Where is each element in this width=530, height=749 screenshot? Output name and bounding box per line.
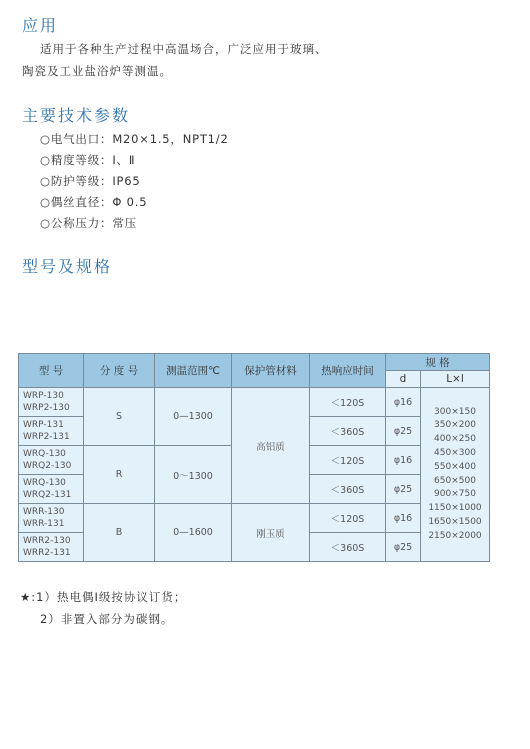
note-line2: 2）非置入部分为碳钢。 bbox=[40, 612, 174, 626]
diameter-cell: φ25 bbox=[386, 417, 421, 446]
range-cell: 0—1300 bbox=[155, 388, 232, 446]
model-cell: WRR2-130 WRR2-131 bbox=[19, 533, 84, 562]
diameter-cell: φ16 bbox=[386, 446, 421, 475]
application-text-line1: 适用于各种生产过程中高温场合，广泛应用于玻璃、 bbox=[40, 42, 328, 56]
header-spec: 规 格 bbox=[386, 354, 490, 371]
diameter-cell: φ25 bbox=[386, 533, 421, 562]
header-grade: 分 度 号 bbox=[84, 354, 155, 388]
dimensions-cell: 300×150 350×200 400×250 450×300 550×400 650×500 900×750 1150×1000 1650×1500 2150×2000 bbox=[421, 388, 490, 562]
param-item: ○公称压力：常压 bbox=[40, 216, 137, 230]
model-cell: WRP-131 WRP2-131 bbox=[19, 417, 84, 446]
param-item: ○精度等级：Ⅰ、Ⅱ bbox=[40, 153, 136, 167]
param-item: ○电气出口：M20×1.5，NPT1/2 bbox=[40, 132, 229, 146]
header-model: 型 号 bbox=[19, 354, 84, 388]
models-title: 型号及规格 bbox=[22, 257, 113, 276]
header-lxl: L×l bbox=[421, 371, 490, 388]
diameter-cell: φ16 bbox=[386, 504, 421, 533]
application-text-line2: 陶瓷及工业盐浴炉等测温。 bbox=[22, 64, 172, 78]
header-range: 测温范围℃ bbox=[155, 354, 232, 388]
model-cell: WRQ-130 WRQ2-131 bbox=[19, 475, 84, 504]
range-cell: 0—1600 bbox=[155, 504, 232, 562]
application-title: 应用 bbox=[22, 16, 59, 35]
response-cell: ＜120S bbox=[310, 446, 386, 475]
material-cell: 高铝质 bbox=[232, 388, 310, 504]
model-cell: WRP-130 WRP2-130 bbox=[19, 388, 84, 417]
range-cell: 0～1300 bbox=[155, 446, 232, 504]
model-cell: WRR-130 WRR-131 bbox=[19, 504, 84, 533]
note-line1: ★:1）热电偶Ⅰ级按协议订货； bbox=[20, 590, 187, 604]
response-cell: ＜360S bbox=[310, 533, 386, 562]
header-d: d bbox=[386, 371, 421, 388]
model-cell: WRQ-130 WRQ2-130 bbox=[19, 446, 84, 475]
grade-cell: R bbox=[84, 446, 155, 504]
params-title: 主要技术参数 bbox=[22, 106, 131, 125]
grade-cell: S bbox=[84, 388, 155, 446]
diameter-cell: φ25 bbox=[386, 475, 421, 504]
response-cell: ＜360S bbox=[310, 417, 386, 446]
response-cell: ＜120S bbox=[310, 388, 386, 417]
header-response: 热响应时间 bbox=[310, 354, 386, 388]
header-material: 保护管材料 bbox=[232, 354, 310, 388]
grade-cell: B bbox=[84, 504, 155, 562]
response-cell: ＜120S bbox=[310, 504, 386, 533]
diameter-cell: φ16 bbox=[386, 388, 421, 417]
param-item: ○防护等级：IP65 bbox=[40, 174, 141, 188]
param-item: ○偶丝直径：Φ 0.5 bbox=[40, 195, 148, 209]
material-cell: 刚玉质 bbox=[232, 504, 310, 562]
spec-table bbox=[18, 353, 490, 562]
response-cell: ＜360S bbox=[310, 475, 386, 504]
